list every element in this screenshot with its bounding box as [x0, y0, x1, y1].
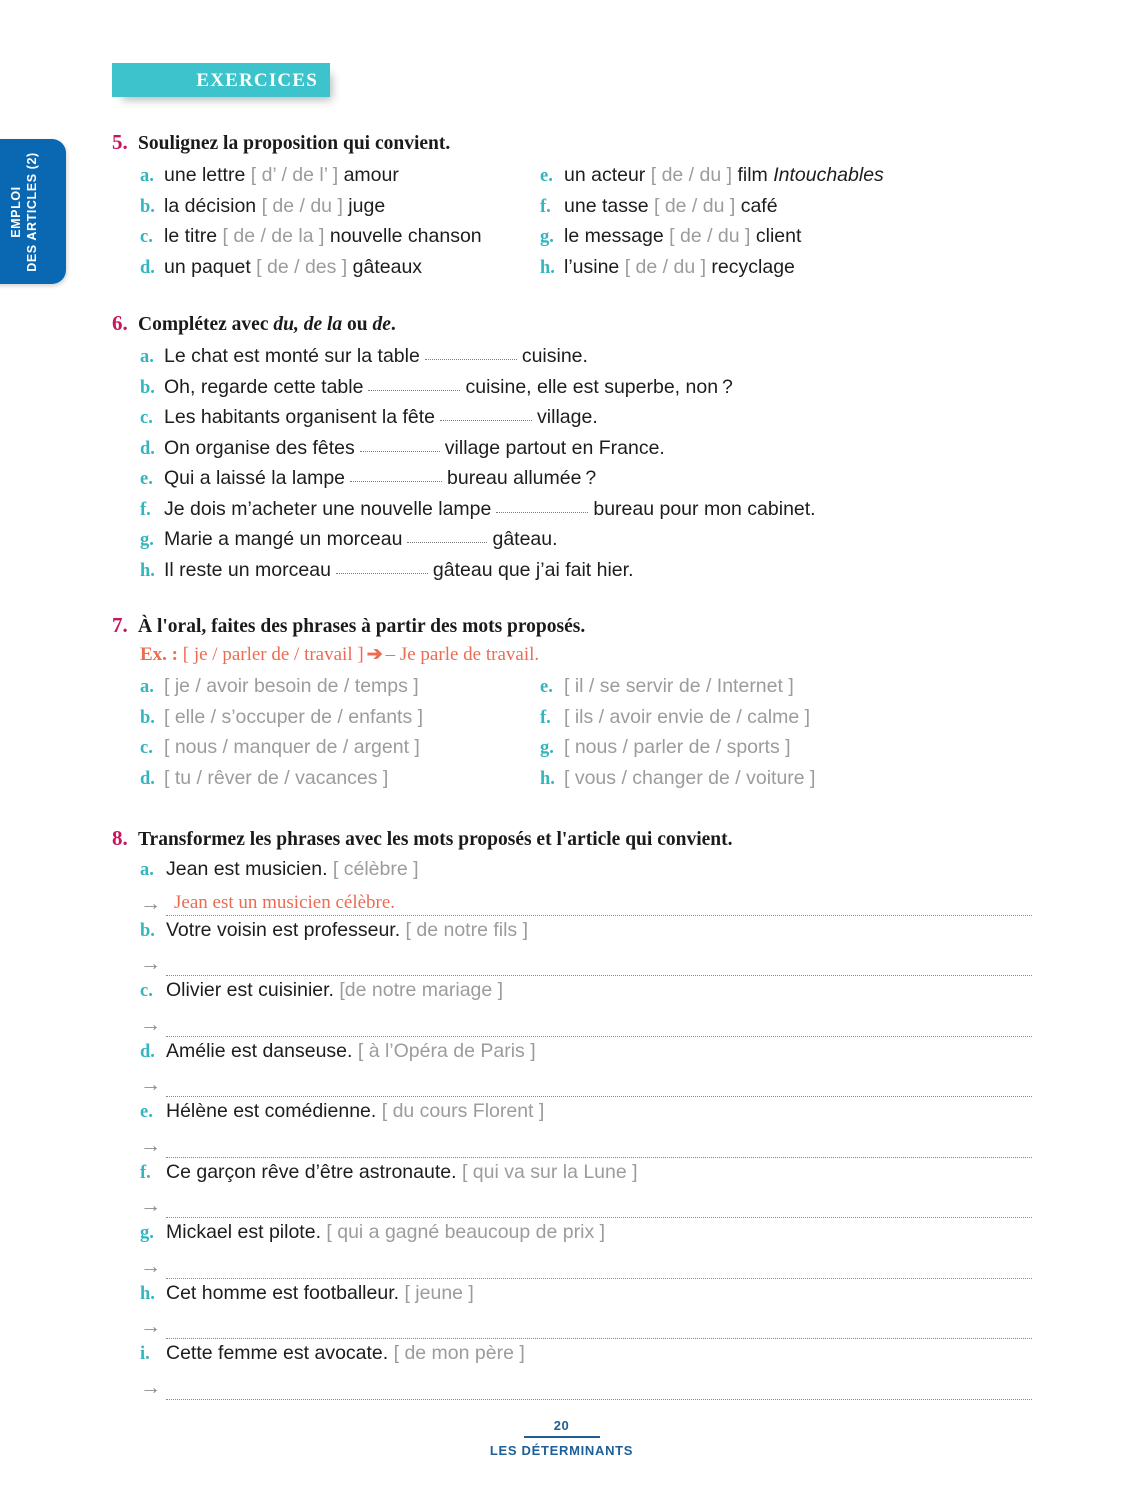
exercise-5-number: 5. [112, 130, 128, 154]
item-letter: e. [540, 677, 553, 697]
answer-line[interactable] [166, 1195, 1032, 1218]
exercise-7-number: 7. [112, 613, 128, 637]
answer-blank[interactable] [425, 345, 517, 360]
exercise-5-title: Soulignez la proposition qui convient. [138, 133, 451, 154]
arrow-icon: → [140, 1254, 161, 1278]
item-text: [ vous / changer de / voiture ] [564, 766, 816, 789]
list-item[interactable] [540, 192, 884, 223]
item-letter: h. [140, 560, 155, 581]
item-letter: c. [140, 981, 153, 1001]
item-letter: d. [140, 257, 155, 278]
item-text: [ il / se servir de / Internet ] [564, 675, 794, 697]
list-item[interactable] [140, 525, 1032, 556]
exercise-5-column-left [140, 161, 482, 283]
item-letter: f. [140, 499, 151, 520]
list-item[interactable] [140, 403, 1032, 434]
list-item[interactable] [540, 222, 884, 253]
answer-row[interactable] [140, 886, 1032, 916]
page-footer [0, 1418, 1123, 1458]
arrow-icon: → [140, 1315, 161, 1338]
arrow-icon: → [140, 1375, 161, 1399]
list-item[interactable] [140, 253, 482, 284]
list-item[interactable] [540, 253, 884, 284]
item-text: Mickael est pilote. [ qui a gagné beaucoup de prix ] [166, 1221, 606, 1243]
item-letter: h. [540, 257, 555, 278]
arrow-icon: → [140, 1073, 161, 1096]
exercise-5-items [112, 161, 1032, 287]
list-item[interactable] [140, 764, 423, 795]
list-item[interactable] [140, 434, 1032, 465]
list-item[interactable] [140, 342, 1032, 373]
exercise-6-heading [112, 310, 1032, 338]
item-letter: c. [140, 408, 153, 428]
chapter-tab-line1: EMPLOI [9, 185, 23, 238]
list-item[interactable] [140, 464, 1032, 495]
item-text: Oh, regarde cette table cuisine, elle est superbe, non ? [164, 375, 733, 398]
exercise-6-title: Complétez avec du, de la ou de. [138, 314, 396, 335]
list-item[interactable] [140, 161, 482, 192]
list-item[interactable] [540, 764, 815, 795]
item-letter: f. [140, 1162, 151, 1183]
answer-blank[interactable] [336, 559, 428, 574]
answer-row[interactable] [140, 1309, 1032, 1339]
exercise-8-number: 8. [112, 826, 128, 850]
item-letter: e. [140, 1102, 153, 1122]
arrow-icon: → [140, 1133, 161, 1157]
answer-row[interactable] [140, 1067, 1032, 1097]
arrow-icon: → [140, 891, 161, 915]
item-text: Hélène est comédienne. [ du cours Florent ] [166, 1100, 545, 1122]
answer-line[interactable] [166, 1014, 1032, 1037]
item-text: [ ils / avoir envie de / calme ] [564, 705, 811, 728]
item-text: Qui a laissé la lampe bureau allumée ? [164, 467, 597, 489]
answer-line[interactable] [166, 1256, 1032, 1279]
answer-text: Jean est un musicien célèbre. [174, 891, 396, 913]
item-letter: b. [140, 377, 155, 398]
list-item[interactable] [140, 1037, 1032, 1068]
item-letter: d. [140, 438, 155, 459]
exercices-banner-label: EXERCICES [196, 70, 318, 91]
list-item[interactable] [140, 1279, 1032, 1310]
item-letter: i. [140, 1344, 150, 1364]
list-item[interactable] [540, 161, 884, 192]
exercise-7-column-right [540, 672, 815, 794]
item-text: un paquet [ de / des ] gâteaux [164, 255, 423, 278]
arrow-icon: → [140, 1012, 161, 1036]
item-text: Je dois m’acheter une nouvelle lampe bureau pour mon cabinet. [164, 497, 816, 520]
arrow-icon: → [140, 952, 161, 975]
exercise-8-heading [112, 825, 1032, 853]
exercise-7 [112, 612, 1032, 798]
exercise-8-title: Transformez les phrases avec les mots proposés et l'article qui convient. [138, 829, 733, 850]
exercices-banner [112, 63, 330, 97]
footer-chapter-title: LES DÉTERMINANTS [489, 1442, 634, 1458]
item-text: On organise des fêtes village partout en France. [164, 436, 665, 459]
example-label: Ex. : [140, 644, 178, 665]
exercise-5-column-right [540, 161, 884, 283]
exercise-6-items [140, 342, 1032, 586]
item-text: une tasse [ de / du ] café [564, 194, 778, 217]
list-item[interactable] [140, 916, 1032, 947]
item-letter: g. [540, 227, 554, 247]
item-letter: f. [540, 196, 551, 217]
answer-row[interactable] [140, 1370, 1032, 1400]
answer-blank[interactable] [407, 528, 487, 543]
item-text: [ nous / parler de / sports ] [564, 736, 791, 758]
item-letter: c. [140, 738, 153, 758]
example-answer: – Je parle de travail. [385, 644, 540, 665]
item-text: Ce garçon rêve d’être astronaute. [ qui va sur la Lune ] [166, 1160, 638, 1183]
chapter-tab-line2: DES ARTICLES (2) [25, 151, 39, 272]
item-letter: a. [140, 860, 154, 880]
list-item[interactable] [140, 733, 423, 764]
answer-row[interactable] [140, 1128, 1032, 1158]
item-text: un acteur [ de / du ] film Intouchables [564, 164, 884, 186]
item-text: le titre [ de / de la ] nouvelle chanson [164, 225, 482, 247]
item-text: Olivier est cuisinier. [de notre mariage ] [166, 979, 504, 1001]
exercise-8 [112, 825, 1032, 1400]
item-text: Jean est musicien. [ célèbre ] [166, 858, 419, 880]
list-item[interactable] [140, 222, 482, 253]
item-text: [ nous / manquer de / argent ] [164, 736, 420, 758]
chapter-side-tab [0, 139, 66, 284]
item-text: [ tu / rêver de / vacances ] [164, 766, 389, 789]
item-letter: d. [140, 1041, 155, 1062]
item-letter: c. [140, 227, 153, 247]
answer-line[interactable] [166, 1316, 1032, 1339]
item-text: Le chat est monté sur la table cuisine. [164, 345, 588, 367]
list-item[interactable] [140, 855, 1032, 886]
item-letter: h. [540, 768, 555, 789]
answer-line[interactable] [166, 953, 1032, 976]
list-item[interactable] [140, 976, 1032, 1007]
answer-line[interactable] [166, 1074, 1032, 1097]
item-letter: b. [140, 707, 155, 728]
list-item[interactable] [140, 672, 423, 703]
item-letter: a. [140, 347, 154, 367]
list-item[interactable] [140, 1158, 1032, 1189]
page-number: 20 [553, 1418, 570, 1433]
exercise-7-title: À l'oral, faites des phrases à partir des mots proposés. [138, 616, 586, 637]
exercise-8-items [112, 855, 1032, 1400]
item-text: Les habitants organisent la fête village. [164, 406, 598, 428]
item-letter: d. [140, 768, 155, 789]
item-letter: h. [140, 1283, 155, 1304]
list-item[interactable] [140, 373, 1032, 404]
item-letter: g. [140, 530, 154, 550]
item-text: [ je / avoir besoin de / temps ] [164, 675, 419, 697]
exercise-7-heading [112, 612, 1032, 640]
list-item[interactable] [140, 1218, 1032, 1249]
list-item[interactable] [540, 672, 815, 703]
arrow-icon: ➔ [366, 644, 383, 665]
item-text: le message [ de / du ] client [564, 225, 802, 247]
answer-blank[interactable] [368, 376, 460, 391]
list-item[interactable] [140, 495, 1032, 526]
exercise-7-items [112, 672, 1032, 798]
answer-row[interactable] [140, 1188, 1032, 1218]
answer-blank[interactable] [350, 467, 442, 482]
exercise-5-heading [112, 129, 1032, 157]
list-item[interactable] [140, 703, 423, 734]
item-text: Cet homme est footballeur. [ jeune ] [166, 1281, 474, 1304]
answer-row[interactable] [140, 1249, 1032, 1279]
item-letter: g. [540, 738, 554, 758]
exercise-6-number: 6. [112, 311, 128, 335]
item-text: Amélie est danseuse. [ à l’Opéra de Paris ] [166, 1039, 536, 1062]
list-item[interactable] [540, 733, 815, 764]
answer-line[interactable] [166, 1135, 1032, 1158]
list-item[interactable] [140, 192, 482, 223]
exercise-5 [112, 129, 1032, 287]
answer-blank[interactable] [496, 498, 588, 513]
answer-blank[interactable] [440, 406, 532, 421]
item-letter: f. [540, 707, 551, 728]
item-text: une lettre [ d’ / de l’ ] amour [164, 164, 399, 186]
answer-line[interactable] [166, 1377, 1032, 1400]
example-prompt: [ je / parler de / travail ] [182, 644, 364, 665]
item-text: [ elle / s’occuper de / enfants ] [164, 705, 424, 728]
answer-blank[interactable] [360, 437, 440, 452]
chapter-side-tab-text [8, 152, 40, 272]
exercise-6 [112, 310, 1032, 586]
item-letter: a. [140, 677, 154, 697]
item-letter: b. [140, 196, 155, 217]
item-text: Votre voisin est professeur. [ de notre fils ] [166, 918, 529, 941]
item-text: la décision [ de / du ] juge [164, 194, 386, 217]
item-text: Il reste un morceau gâteau que j’ai fait hier. [164, 558, 634, 581]
item-letter: e. [140, 469, 153, 489]
list-item[interactable] [140, 1339, 1032, 1370]
arrow-icon: → [140, 1194, 161, 1217]
item-letter: g. [140, 1223, 154, 1243]
item-letter: e. [540, 166, 553, 186]
answer-line[interactable] [166, 893, 1032, 916]
list-item[interactable] [140, 556, 1032, 587]
list-item[interactable] [140, 1097, 1032, 1128]
item-text: Cette femme est avocate. [ de mon père ] [166, 1342, 525, 1364]
list-item[interactable] [540, 703, 815, 734]
item-letter: a. [140, 166, 154, 186]
footer-divider [524, 1436, 600, 1438]
exercise-7-column-left [140, 672, 423, 794]
item-letter: b. [140, 920, 155, 941]
item-text: l’usine [ de / du ] recyclage [564, 255, 795, 278]
answer-row[interactable] [140, 946, 1032, 976]
exercise-7-example [140, 640, 1032, 670]
item-text: Marie a mangé un morceau gâteau. [164, 528, 558, 550]
answer-row[interactable] [140, 1007, 1032, 1037]
